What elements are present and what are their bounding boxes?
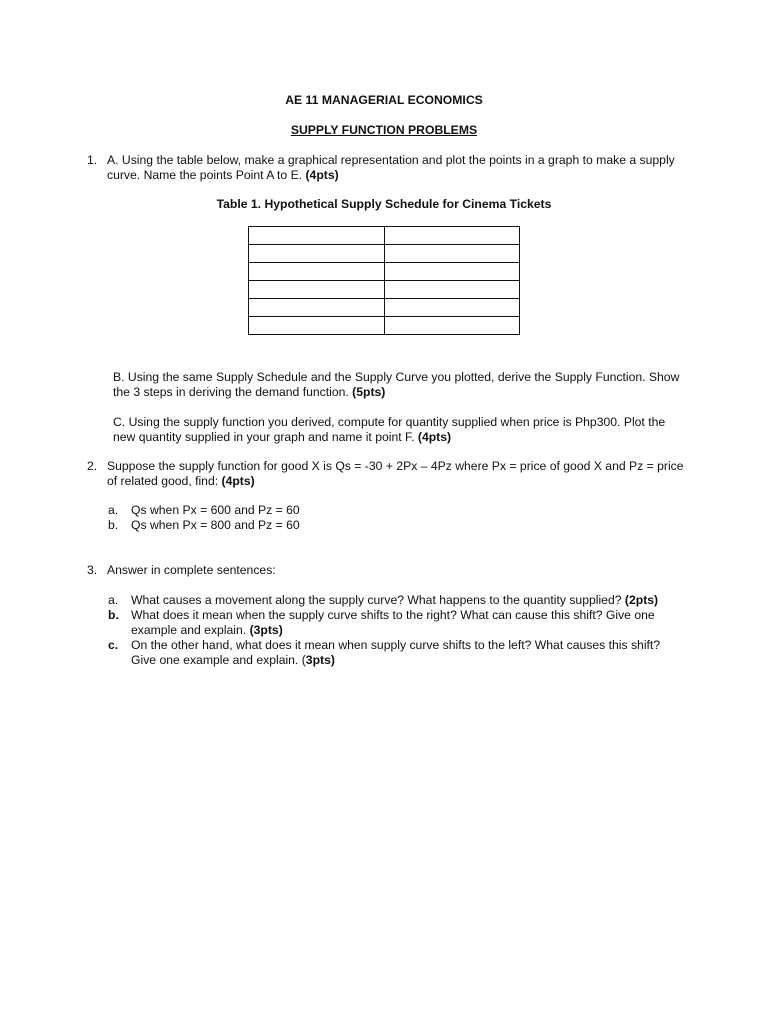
question-3-item-b-text: example and explain.: [131, 623, 250, 637]
question-1b-line1: B. Using the same Supply Schedule and the Supply Curve you plotted, derive the Supply Function. Show: [113, 370, 680, 384]
table-cell: [384, 245, 520, 263]
table-row: [249, 281, 520, 299]
table-caption: Table 1. Hypothetical Supply Schedule for Cinema Tickets: [216, 197, 552, 211]
question-3-item-c-line2: [131, 653, 335, 669]
question-2-item-a-text: Qs when Px = 600 and Pz = 60: [131, 503, 300, 517]
question-3-item-c-line1: On the other hand, what does it mean when supply curve shifts to the left? What causes this shift?: [131, 638, 661, 652]
question-2-item-b-marker: b.: [108, 518, 119, 532]
question-1b-text: the 3 steps in deriving the demand function.: [113, 385, 353, 399]
question-3-item-b-marker: b.: [108, 608, 119, 622]
question-1-number: 1.: [87, 153, 98, 167]
question-3-item-c-marker: c.: [108, 638, 119, 652]
question-1c-text: new quantity supplied in your graph and name it point F.: [113, 430, 418, 444]
table-row: [249, 263, 520, 281]
question-3-item-b-line1: What does it mean when the supply curve shifts to the right? What can cause this shift? Give one: [131, 608, 655, 622]
supply-schedule-table: [248, 226, 520, 335]
table-cell: [249, 263, 385, 281]
question-1b-points: (5pts): [352, 385, 386, 399]
table-row: [249, 245, 520, 263]
question-1c-line1: C. Using the supply function you derived, compute for quantity supplied when price is Php300. Plot the: [113, 415, 666, 429]
section-title: SUPPLY FUNCTION PROBLEMS: [290, 123, 478, 137]
table-cell: [384, 317, 520, 335]
question-1a-line1: A. Using the table below, make a graphical representation and plot the points in a graph to make a supply: [107, 153, 675, 167]
table-cell: [249, 299, 385, 317]
question-2-item-a-marker: a.: [108, 503, 119, 517]
question-1a-text: curve. Name the points Point A to E.: [107, 168, 306, 182]
table-cell: [249, 281, 385, 299]
question-2-item-b-text: Qs when Px = 800 and Pz = 60: [131, 518, 300, 532]
table-row: [249, 299, 520, 317]
question-2-text: of related good, find:: [107, 474, 222, 488]
question-1a-points: (4pts): [305, 168, 339, 182]
question-2-line2: [107, 474, 255, 490]
question-1b-line2: [113, 385, 385, 401]
question-3-item-b-points: (3pts): [249, 623, 283, 637]
table-cell: [249, 245, 385, 263]
question-3-item-a-points: (2pts): [624, 593, 659, 607]
question-3-item-b-line2: [131, 623, 283, 639]
question-3-intro: Answer in complete sentences:: [107, 563, 276, 577]
question-3-item-a-line1: [131, 593, 658, 609]
question-3-item-a-marker: a.: [108, 593, 119, 607]
table-row: [249, 317, 520, 335]
question-2-number: 2.: [87, 459, 98, 473]
question-1a-line2: [107, 168, 339, 184]
question-3-item-c-points: 3pts): [305, 653, 335, 667]
question-2-line1: Suppose the supply function for good X is Qs = -30 + 2Px – 4Pz where Px = price of good X and Pz = price: [107, 459, 684, 473]
question-3-item-c-text: Give one example and explain. (: [131, 653, 306, 667]
table-cell: [384, 263, 520, 281]
course-title: AE 11 MANAGERIAL ECONOMICS: [285, 93, 483, 107]
question-2-points: (4pts): [221, 474, 255, 488]
table-cell: [384, 299, 520, 317]
table-cell: [249, 317, 385, 335]
question-1c-points: (4pts): [417, 430, 452, 444]
question-3-number: 3.: [87, 563, 98, 577]
table-cell: [384, 281, 520, 299]
question-1c-line2: [113, 430, 451, 446]
question-3-item-a-text: What causes a movement along the supply curve? What happens to the quantity supplied?: [131, 593, 625, 607]
table-cell: [249, 227, 385, 245]
table-cell: [384, 227, 520, 245]
table-row: [249, 227, 520, 245]
